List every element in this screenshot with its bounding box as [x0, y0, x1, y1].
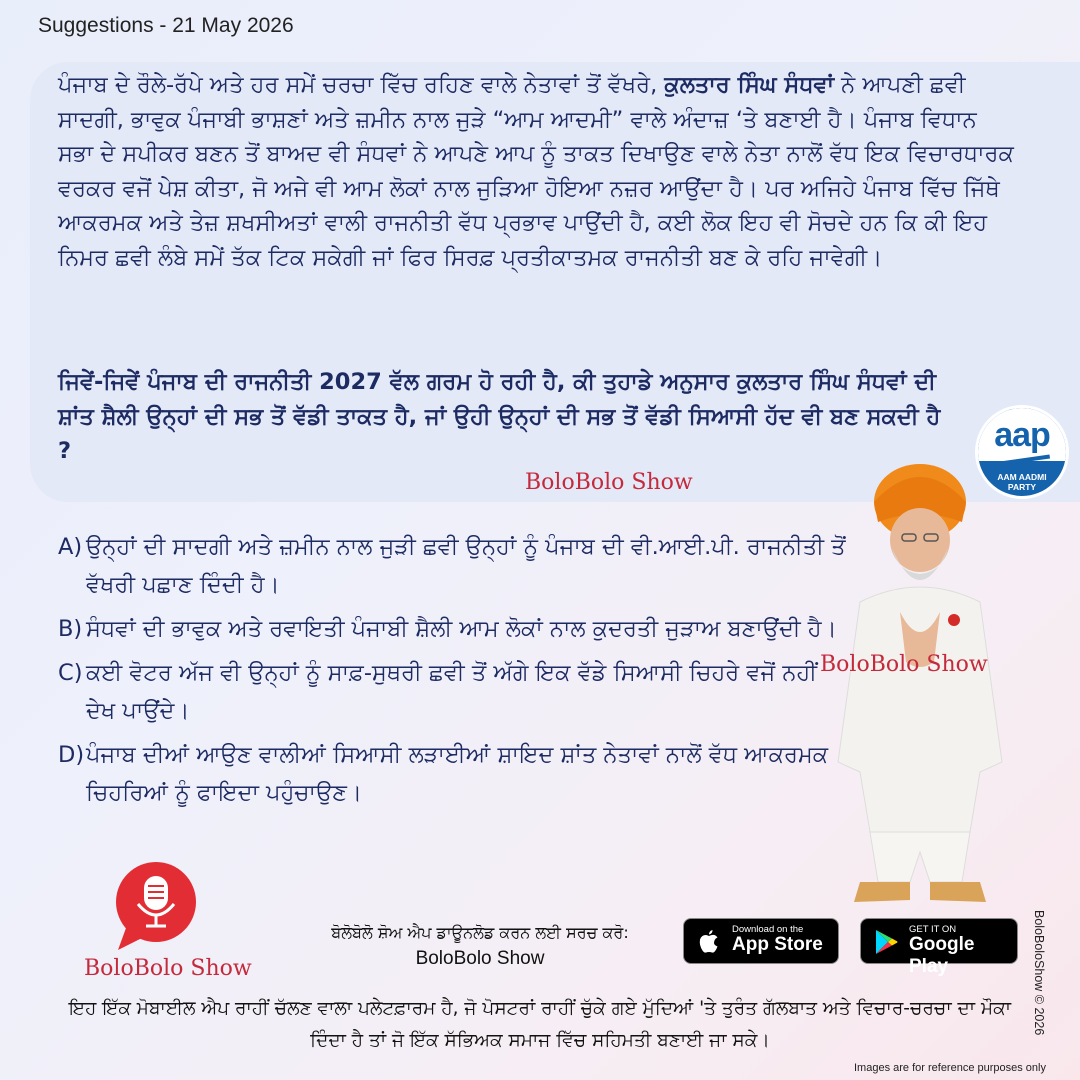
option-text: ਕਈ ਵੋਟਰ ਅੱਜ ਵੀ ਉਨ੍ਹਾਂ ਨੂੰ ਸਾਫ਼-ਸੁਥਰੀ ਛਵੀ ਤੋਂ ਅੱਗੇ ਇਕ ਵੱਡੇ ਸਿਆਸੀ ਚਿਹਰੇ ਵਜੋਂ ਨਹੀਂ ਦੇਖ ਪਾਉਂਦੇ। — [86, 660, 817, 724]
option-b[interactable] — [58, 610, 848, 648]
microphone-logo-icon — [108, 858, 204, 954]
option-c[interactable] — [58, 654, 848, 730]
option-letter: C) — [58, 660, 83, 686]
app-store-button[interactable] — [683, 918, 839, 964]
app-name: BoloBolo Show — [415, 948, 545, 969]
app-store-small-label: Download on the — [732, 924, 804, 935]
download-instruction-text: ਬੋਲੋਬੋਲੋ ਸ਼ੋਅ ਐਪ ਡਾਊਨਲੋਡ ਕਰਨ ਲਈ ਸਰਚ ਕਰੋ: — [331, 923, 629, 942]
intro-text-rest: ਨੇ ਆਪਣੀ ਛਵੀ ਸਾਦਗੀ, ਭਾਵੁਕ ਪੰਜਾਬੀ ਭਾਸ਼ਣਾਂ ਅਤੇ ਜ਼ਮੀਨ ਨਾਲ ਜੁੜੇ “ਆਮ ਆਦਮੀ” ਵਾਲੇ ਅੰਦਾਜ਼ ‘ਤੇ ਬਣਾਈ ਹੈ। ਪੰਜਾਬ ਵਿਧਾਨ ਸਭਾ ਦੇ ਸਪੀਕਰ ਬਣਨ ਤੋਂ ਬਾਅਦ ਵੀ ਸੰਧਵਾਂ ਨੇ ਆਪਣੇ ਆਪ ਨੂੰ ਤਾਕਤ ਦਿਖਾਉਣ ਵਾਲੇ ਨੇਤਾ ਨਾਲੋਂ ਵੱਧ ਇਕ ਵਿਚਾਰਧਾਰਕ ਵਰਕਰ ਵਜੋਂ ਪੇਸ਼ ਕੀਤਾ, ਜੋ ਅਜੇ ਵੀ ਆਮ ਲੋਕਾਂ ਨਾਲ ਜੁੜਿਆ ਹੋਇਆ ਨਜ਼ਰ ਆਉਂਦਾ ਹੈ। ਪਰ ਅਜਿਹੇ ਪੰਜਾਬ ਵਿੱਚ ਜਿੱਥੇ ਆਕਰਮਕ ਅਤੇ ਤੇਜ਼ ਸ਼ਖਸੀਅਤਾਂ ਵਾਲੀ ਰਾਜਨੀਤੀ ਵੱਧ ਪ੍ਰਭਾਵ ਪਾਉਂਦੀ ਹੈ, ਕਈ ਲੋਕ ਇਹ ਵੀ ਸੋਚਦੇ ਹਨ ਕਿ ਕੀ ਇਹ ਨਿਮਰ ਛਵੀ ਲੰਬੇ ਸਮੇਂ ਤੱਕ ਟਿਕ ਸਕੇਗੀ ਜਾਂ ਫਿਰ ਸਿਰਫ਼ ਪ੍ਰਤੀਕਾਤਮਕ ਰਾਜਨੀਤੀ ਬਣ ਕੇ ਰਹਿ ਜਾਵੇਗੀ। — [58, 72, 1014, 271]
app-store-label: App Store — [732, 934, 823, 955]
apple-icon — [694, 927, 724, 957]
brand-caption: BoloBolo Show — [84, 956, 252, 981]
option-text: ਪੰਜਾਬ ਦੀਆਂ ਆਉਣ ਵਾਲੀਆਂ ਸਿਆਸੀ ਲੜਾਈਆਂ ਸ਼ਾਇਦ ਸ਼ਾਂਤ ਨੇਤਾਵਾਂ ਨਾਲੋਂ ਵੱਧ ਆਕਰਮਕ ਚਿਹਰਿਆਂ ਨੂੰ ਫਾਇਦਾ ਪਹੁੰਚਾਉਣ। — [86, 742, 829, 806]
copyright-text: BoloBoloShow © 2026 — [1032, 910, 1046, 1036]
poll-question: ਜਿਵੇਂ-ਜਿਵੇਂ ਪੰਜਾਬ ਦੀ ਰਾਜਨੀਤੀ 2027 ਵੱਲ ਗਰਮ ਹੋ ਰਹੀ ਹੈ, ਕੀ ਤੁਹਾਡੇ ਅਨੁਸਾਰ ਕੁਲਤਾਰ ਸਿੰਘ ਸੰਧਵਾਂ ਦੀ ਸ਼ਾਂਤ ਸ਼ੈਲੀ ਉਨ੍ਹਾਂ ਦੀ ਸਭ ਤੋਂ ਵੱਡੀ ਤਾਕਤ ਹੈ, ਜਾਂ ਉਹੀ ਉਨ੍ਹਾਂ ਦੀ ਸਭ ਤੋਂ ਵੱਡੀ ਸਿਆਸੀ ਹੱਦ ਵੀ ਬਣ ਸਕਦੀ ਹੈ ? — [58, 369, 941, 464]
watermark: BoloBolo Show — [820, 652, 988, 677]
header-date: Suggestions - 21 May 2026 — [38, 14, 294, 37]
option-letter: D) — [58, 742, 85, 768]
option-letter: B) — [58, 616, 83, 642]
party-logo-name: aap — [994, 416, 1050, 454]
intro-text-start: ਪੰਜਾਬ ਦੇ ਰੌਲੇ-ਰੱਪੇ ਅਤੇ ਹਰ ਸਮੇਂ ਚਰਚਾ ਵਿੱਚ ਰਹਿਣ ਵਾਲੇ ਨੇਤਾਵਾਂ ਤੋਂ ਵੱਖਰੇ, — [58, 72, 665, 98]
watermark: BoloBolo Show — [525, 470, 693, 495]
option-d[interactable] — [58, 736, 848, 812]
download-instruction — [300, 920, 660, 972]
google-play-small-label: GET IT ON — [909, 924, 957, 935]
intro-highlight-name: ਕੁਲਤਾਰ ਸਿੰਘ ਸੰਧਵਾਂ — [664, 72, 834, 98]
intro-paragraph — [58, 68, 1018, 275]
image-disclaimer: Images are for reference purposes only — [854, 1062, 1046, 1074]
party-logo-subtitle-line1: AAM AADMI — [997, 472, 1047, 482]
option-letter: A) — [58, 534, 83, 560]
footer-description: ਇਹ ਇੱਕ ਮੋਬਾਈਲ ਐਪ ਰਾਹੀਂ ਚੱਲਣ ਵਾਲਾ ਪਲੇਟਫ਼ਾਰਮ ਹੈ, ਜੋ ਪੋਸਟਰਾਂ ਰਾਹੀਂ ਚੁੱਕੇ ਗਏ ਮੁੱਦਿਆਂ 'ਤੇ ਤੁਰੰਤ ਗੱਲਬਾਤ ਅਤੇ ਵਿਚਾਰ-ਚਰਚਾ ਦਾ ਮੌਕਾ ਦਿੰਦਾ ਹੈ ਤਾਂ ਜੋ ਇੱਕ ਸੱਭਿਅਕ ਸਮਾਜ ਵਿੱਚ ਸਹਿਮਤੀ ਬਣਾਈ ਜਾ ਸਕੇ। — [68, 998, 1012, 1051]
google-play-button[interactable] — [860, 918, 1018, 977]
google-play-label: Google Play — [909, 934, 975, 977]
option-a[interactable] — [58, 528, 848, 604]
option-text: ਸੰਧਵਾਂ ਦੀ ਭਾਵੁਕ ਅਤੇ ਰਵਾਇਤੀ ਪੰਜਾਬੀ ਸ਼ੈਲੀ ਆਮ ਲੋਕਾਂ ਨਾਲ ਕੁਦਰਤੀ ਜੁੜਾਅ ਬਣਾਉਂਦੀ ਹੈ। — [86, 616, 837, 642]
party-logo-subtitle-line2: PARTY — [1007, 482, 1037, 492]
politician-photo — [830, 462, 1010, 912]
option-text: ਉਨ੍ਹਾਂ ਦੀ ਸਾਦਗੀ ਅਤੇ ਜ਼ਮੀਨ ਨਾਲ ਜੁੜੀ ਛਵੀ ਉਨ੍ਹਾਂ ਨੂੰ ਪੰਜਾਬ ਦੀ ਵੀ.ਆਈ.ਪੀ. ਰਾਜਨੀਤੀ ਤੋਂ ਵੱਖਰੀ ਪਛਾਣ ਦਿੰਦੀ ਹੈ। — [86, 534, 846, 598]
options-list — [58, 528, 848, 818]
google-play-icon — [871, 927, 901, 957]
